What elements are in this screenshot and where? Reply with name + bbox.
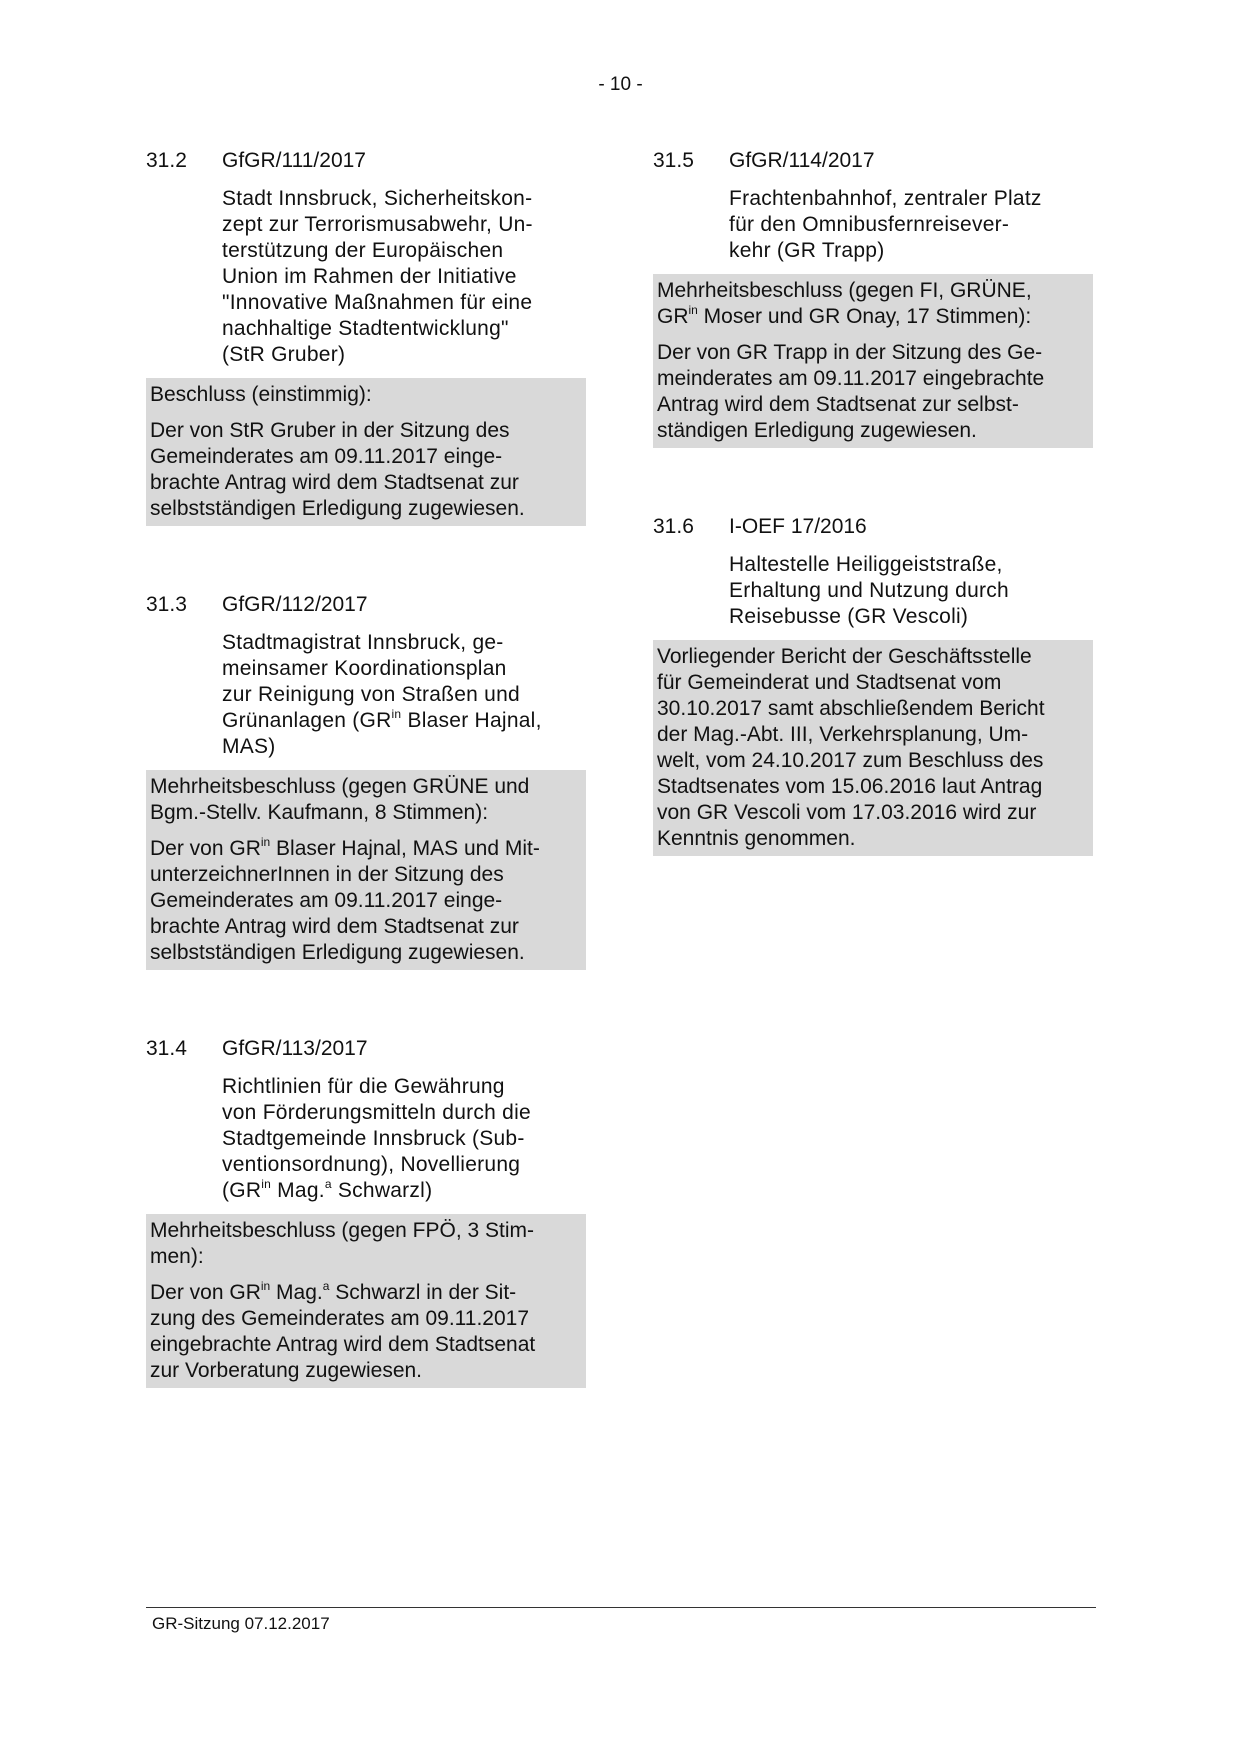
title-line: von Förderungsmitteln durch die <box>222 1101 531 1124</box>
resolution-line: Vorliegender Bericht der Geschäftsstelle <box>657 645 1032 668</box>
resolution-line: der Mag.-Abt. III, Verkehrsplanung, Um- <box>657 723 1029 746</box>
resolution-heading <box>150 1218 582 1270</box>
title-line: MAS) <box>222 735 276 758</box>
item-number: 31.3 <box>146 593 187 616</box>
item-title <box>729 186 1093 264</box>
item-number: 31.4 <box>146 1037 187 1060</box>
resolution-line: brachte Antrag wird dem Stadtsenat zur <box>150 915 519 938</box>
resolution-heading <box>150 774 582 826</box>
title-line: Stadtmagistrat Innsbruck, ge- <box>222 631 504 654</box>
resolution-fragment: Der von GR <box>150 1281 261 1304</box>
item-reference: I-OEF 17/2016 <box>729 515 867 538</box>
resolution-text <box>150 418 582 522</box>
item-number: 31.2 <box>146 149 187 172</box>
title-line: "Innovative Maßnahmen für eine <box>222 291 533 314</box>
resolution-box <box>146 770 586 970</box>
title-line: nachhaltige Stadtentwicklung" <box>222 317 509 340</box>
title-line: ventionsordnung), Novellierung <box>222 1153 521 1176</box>
resolution-heading <box>150 382 582 408</box>
title-text: Schwarzl) <box>331 1179 433 1202</box>
title-line: für den Omnibusfernreisever- <box>729 213 1010 236</box>
item-header <box>146 592 586 618</box>
title-line: (StR Gruber) <box>222 343 346 366</box>
resolution-line: eingebrachte Antrag wird dem Stadtsenat <box>150 1333 536 1356</box>
superscript: in <box>688 303 698 317</box>
agenda-item-31-2 <box>146 148 586 526</box>
item-title <box>222 630 586 760</box>
item-header <box>146 148 586 174</box>
title-line: zur Reinigung von Straßen und <box>222 683 520 706</box>
superscript: in <box>260 835 271 849</box>
item-reference: GfGR/112/2017 <box>222 593 368 616</box>
resolution-box <box>653 274 1093 448</box>
superscript: in <box>261 1177 272 1191</box>
resolution-text <box>657 644 1089 852</box>
resolution-line: Antrag wird dem Stadtsenat zur selbst- <box>657 393 1019 416</box>
resolution-line: unterzeichnerInnen in der Sitzung des <box>150 863 504 886</box>
resolution-line: zur Vorberatung zugewiesen. <box>150 1359 423 1382</box>
resolution-fragment: Mag. <box>270 1281 323 1304</box>
title-line: meinsamer Koordinationsplan <box>222 657 507 680</box>
title-text: Mag. <box>271 1179 325 1202</box>
item-reference: GfGR/113/2017 <box>222 1037 368 1060</box>
resolution-box <box>653 640 1093 856</box>
resolution-fragment: Der von GR <box>150 837 261 860</box>
item-title <box>222 1074 586 1204</box>
superscript: in <box>260 1279 271 1293</box>
resolution-heading-line: Bgm.-Stellv. Kaufmann, 8 Stimmen): <box>150 801 489 824</box>
resolution-fragment: Moser und GR Onay, 17 Stimmen): <box>697 305 1032 328</box>
resolution-line: Kenntnis genommen. <box>657 827 856 850</box>
resolution-box <box>146 1214 586 1388</box>
resolution-line: Der von GR Trapp in der Sitzung des Ge- <box>657 341 1043 364</box>
title-line: kehr (GR Trapp) <box>729 239 885 262</box>
right-column <box>653 148 1093 922</box>
agenda-item-31-6 <box>653 514 1093 856</box>
resolution-line: Gemeinderates am 09.11.2017 einge- <box>150 889 503 912</box>
resolution-line: welt, vom 24.10.2017 zum Beschluss des <box>657 749 1044 772</box>
resolution-fragment: Blaser Hajnal, MAS und Mit- <box>270 837 540 860</box>
resolution-line: selbstständigen Erledigung zugewiesen. <box>150 941 525 964</box>
resolution-line: Der von StR Gruber in der Sitzung des <box>150 419 510 442</box>
resolution-heading-line: Mehrheitsbeschluss (gegen FPÖ, 3 Stim- <box>150 1219 534 1242</box>
resolution-line: ständigen Erledigung zugewiesen. <box>657 419 977 442</box>
resolution-heading-line: Beschluss (einstimmig): <box>150 383 372 406</box>
item-title <box>222 186 586 368</box>
title-line: terstützung der Europäischen <box>222 239 504 262</box>
superscript: a <box>324 1177 332 1191</box>
resolution-line: Gemeinderates am 09.11.2017 einge- <box>150 445 503 468</box>
resolution-box <box>146 378 586 526</box>
footer-session-date: GR-Sitzung 07.12.2017 <box>152 1614 330 1633</box>
resolution-heading <box>657 278 1089 330</box>
resolution-line: von GR Vescoli vom 17.03.2016 wird zur <box>657 801 1037 824</box>
item-header <box>146 1036 586 1062</box>
resolution-line: Stadtsenates vom 15.06.2016 laut Antrag <box>657 775 1043 798</box>
resolution-heading-line: Mehrheitsbeschluss (gegen GRÜNE und <box>150 775 530 798</box>
resolution-heading-line: men): <box>150 1245 204 1268</box>
resolution-line <box>150 836 582 862</box>
resolution-text <box>150 836 582 966</box>
resolution-line <box>150 1280 582 1306</box>
resolution-line: 30.10.2017 samt abschließendem Bericht <box>657 697 1045 720</box>
superscript: a <box>322 1279 330 1293</box>
resolution-line: meinderates am 09.11.2017 eingebrachte <box>657 367 1045 390</box>
resolution-heading-line <box>657 304 1089 330</box>
resolution-heading-line: Mehrheitsbeschluss (gegen FI, GRÜNE, <box>657 279 1032 302</box>
resolution-line: für Gemeinderat und Stadtsenat vom <box>657 671 1002 694</box>
title-line: Richtlinien für die Gewährung <box>222 1075 505 1098</box>
resolution-line: brachte Antrag wird dem Stadtsenat zur <box>150 471 519 494</box>
title-line: Stadtgemeinde Innsbruck (Sub- <box>222 1127 525 1150</box>
title-line: Stadt Innsbruck, Sicherheitskon- <box>222 187 533 210</box>
item-header <box>653 148 1093 174</box>
item-header <box>653 514 1093 540</box>
resolution-text <box>657 340 1089 444</box>
page-number: - 10 - <box>598 74 643 95</box>
superscript: in <box>391 707 402 721</box>
title-line: Frachtenbahnhof, zentraler Platz <box>729 187 1042 210</box>
agenda-item-31-3 <box>146 592 586 970</box>
agenda-item-31-4 <box>146 1036 586 1388</box>
resolution-text <box>150 1280 582 1384</box>
item-number: 31.6 <box>653 515 694 538</box>
title-text: (GR <box>222 1179 262 1202</box>
title-line: zept zur Terrorismusabwehr, Un- <box>222 213 533 236</box>
resolution-fragment: Schwarzl in der Sit- <box>329 1281 517 1304</box>
resolution-line: selbstständigen Erledigung zugewiesen. <box>150 497 525 520</box>
agenda-item-31-5 <box>653 148 1093 448</box>
title-line: Union im Rahmen der Initiative <box>222 265 517 288</box>
title-line: Reisebusse (GR Vescoli) <box>729 605 969 628</box>
title-text: Grünanlagen (GR <box>222 709 392 732</box>
title-line: Haltestelle Heiliggeiststraße, <box>729 553 1003 576</box>
item-reference: GfGR/111/2017 <box>222 149 366 172</box>
resolution-line: zung des Gemeinderates am 09.11.2017 <box>150 1307 530 1330</box>
title-line <box>222 1178 586 1204</box>
title-text: Blaser Hajnal, <box>401 709 542 732</box>
title-line <box>222 708 586 734</box>
left-column <box>146 148 586 1454</box>
item-number: 31.5 <box>653 149 694 172</box>
footer-divider <box>146 1607 1096 1608</box>
title-line: Erhaltung und Nutzung durch <box>729 579 1009 602</box>
resolution-fragment: GR <box>657 305 689 328</box>
item-reference: GfGR/114/2017 <box>729 149 875 172</box>
item-title <box>729 552 1093 630</box>
